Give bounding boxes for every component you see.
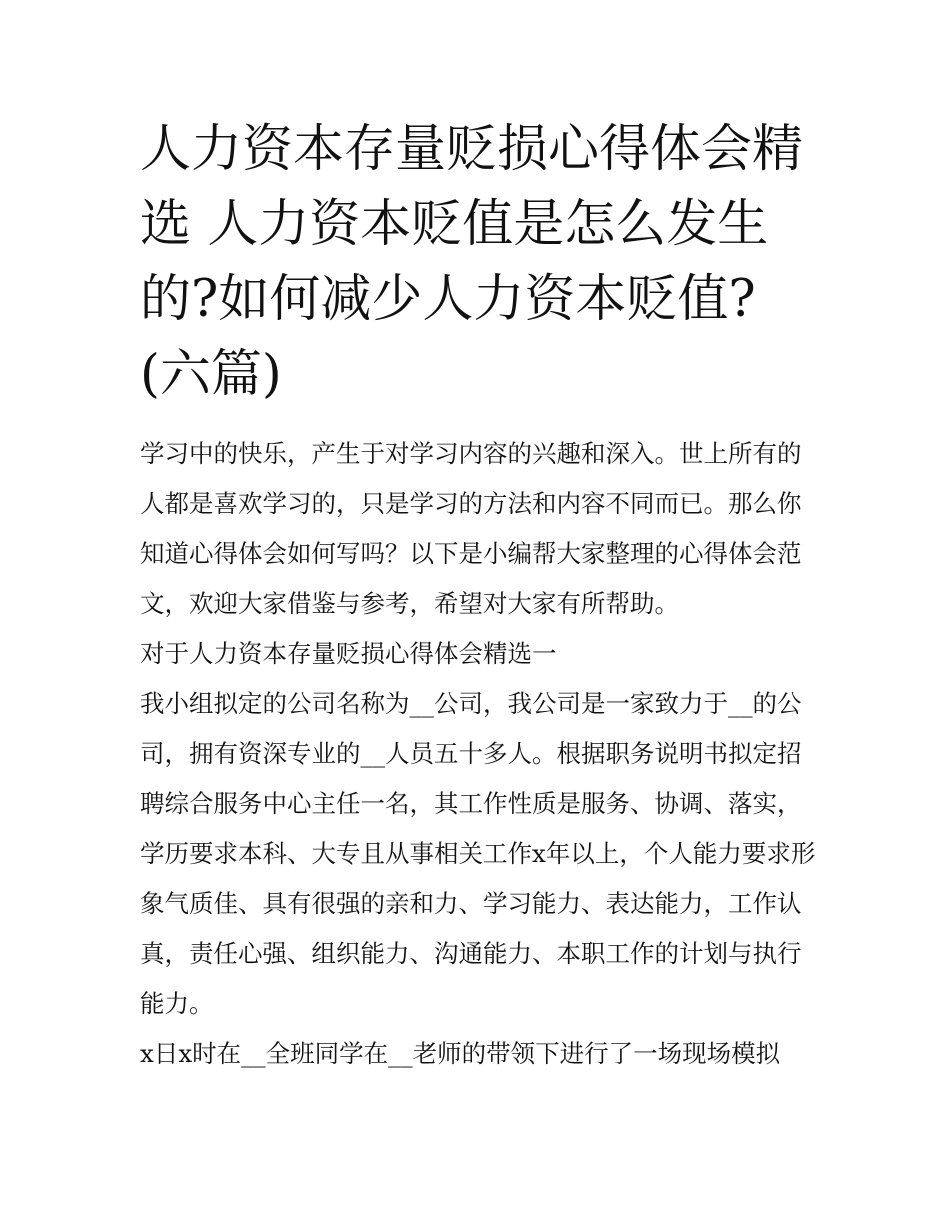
intro-paragraph: 学习中的快乐，产生于对学习内容的兴趣和深入。世上所有的人都是喜欢学习的，只是学习的方法和内容不同而已。那么你知道心得体会如何写吗？以下是小编帮大家整理的心得体会范文，欢迎大家借鉴与参考，希望对大家有所帮助。 bbox=[140, 439, 802, 618]
document-title: 人力资本存量贬损心得体会精选 人力资本贬值是怎么发生的?如何减少人力资本贬值?(六篇) bbox=[140, 120, 804, 404]
body-paragraph: 我小组拟定的公司名称为__公司，我公司是一家致力于__的公司，拥有资深专业的__人员五十多人。根据职务说明书拟定招聘综合服务中心主任一名，其工作性质是服务、协调、落实，学历要求本科、大专且从事相关工作x年以上，个人能力要求形象气质佳、具有很强的亲和力、学习能力、表达能力，工作认真，责任心强、组织能力、沟通能力、本职工作的计划与执行能力。 bbox=[140, 689, 816, 1018]
section-heading: 对于人力资本存量贬损心得体会精选一 bbox=[140, 639, 557, 668]
body-paragraph-continued: x日x时在__全班同学在__老师的带领下进行了一场现场模拟 bbox=[140, 1039, 781, 1068]
document-page bbox=[140, 112, 820, 1079]
